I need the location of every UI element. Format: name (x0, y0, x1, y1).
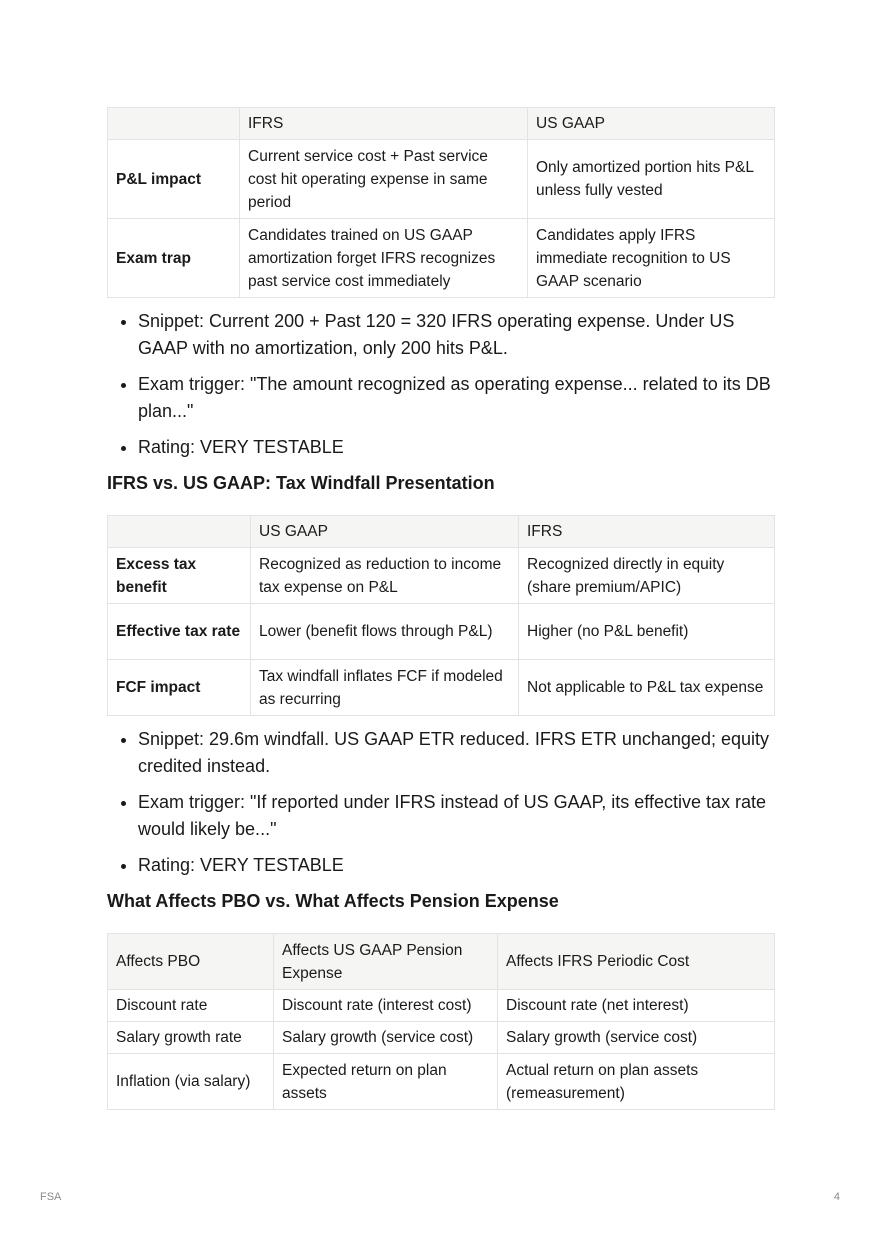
table-cell: Higher (no P&L benefit) (519, 604, 775, 660)
table-cell: Discount rate (108, 990, 274, 1022)
header-cell: US GAAP (251, 516, 519, 548)
bullet-list (107, 308, 774, 461)
table-row (108, 1054, 775, 1110)
header-cell: Affects US GAAP Pension Expense (274, 934, 498, 990)
table-cell: Candidates apply IFRS immediate recognition to US GAAP scenario (528, 219, 775, 298)
page-content (107, 107, 774, 1110)
table-cell: Not applicable to P&L tax expense (519, 660, 775, 716)
table-row (108, 219, 775, 298)
header-cell: IFRS (240, 108, 528, 140)
table-row (108, 140, 775, 219)
table-cell: Expected return on plan assets (274, 1054, 498, 1110)
list-item: • Rating: VERY TESTABLE (138, 434, 774, 461)
table-cell: Discount rate (net interest) (498, 990, 775, 1022)
table-cell: Recognized directly in equity (share premium/APIC) (519, 548, 775, 604)
table-row (108, 604, 775, 660)
header-cell (108, 516, 251, 548)
table-cell: Candidates trained on US GAAP amortization forget IFRS recognizes past service cost immediately (240, 219, 528, 298)
header-cell: IFRS (519, 516, 775, 548)
tax-windfall-table (107, 515, 775, 716)
table-header-row (108, 108, 775, 140)
table-cell: Only amortized portion hits P&L unless fully vested (528, 140, 775, 219)
table-row (108, 660, 775, 716)
header-cell: Affects PBO (108, 934, 274, 990)
header-cell: Affects IFRS Periodic Cost (498, 934, 775, 990)
section-heading: What Affects PBO vs. What Affects Pension Expense (107, 891, 559, 911)
page-number: 4 (833, 1191, 840, 1203)
header-cell (108, 108, 240, 140)
ifrs-usgaap-past-service-table (107, 107, 775, 298)
row-header-cell: Effective tax rate (108, 604, 251, 660)
list-item: • Snippet: Current 200 + Past 120 = 320 IFRS operating expense. Under US GAAP with no amortization, only 200 hits P&L. (138, 308, 774, 362)
table-cell: Recognized as reduction to income tax expense on P&L (251, 548, 519, 604)
section-heading: IFRS vs. US GAAP: Tax Windfall Presentation (107, 473, 495, 493)
table-header-row (108, 516, 775, 548)
table-row (108, 1022, 775, 1054)
table-header-row (108, 934, 775, 990)
list-item: • Exam trigger: "The amount recognized as operating expense... related to its DB plan..." (138, 371, 774, 425)
bullet-list (107, 726, 774, 879)
list-item: • Rating: VERY TESTABLE (138, 852, 774, 879)
footer-section-label: FSA (40, 1191, 62, 1203)
row-header-cell: Excess tax benefit (108, 548, 251, 604)
list-item: • Exam trigger: "If reported under IFRS instead of US GAAP, its effective tax rate would likely be..." (138, 789, 774, 843)
table-cell: Salary growth (service cost) (274, 1022, 498, 1054)
table-cell: Lower (benefit flows through P&L) (251, 604, 519, 660)
header-cell: US GAAP (528, 108, 775, 140)
pbo-vs-pension-expense-table (107, 933, 775, 1110)
row-header-cell: FCF impact (108, 660, 251, 716)
table-cell: Current service cost + Past service cost hit operating expense in same period (240, 140, 528, 219)
table-cell: Salary growth rate (108, 1022, 274, 1054)
list-item: • Snippet: 29.6m windfall. US GAAP ETR reduced. IFRS ETR unchanged; equity credited instead. (138, 726, 774, 780)
table-row (108, 548, 775, 604)
table-cell: Actual return on plan assets (remeasurement) (498, 1054, 775, 1110)
row-header-cell: P&L impact (108, 140, 240, 219)
table-cell: Salary growth (service cost) (498, 1022, 775, 1054)
row-header-cell: Exam trap (108, 219, 240, 298)
table-cell: Inflation (via salary) (108, 1054, 274, 1110)
table-cell: Discount rate (interest cost) (274, 990, 498, 1022)
table-row (108, 990, 775, 1022)
table-cell: Tax windfall inflates FCF if modeled as recurring (251, 660, 519, 716)
